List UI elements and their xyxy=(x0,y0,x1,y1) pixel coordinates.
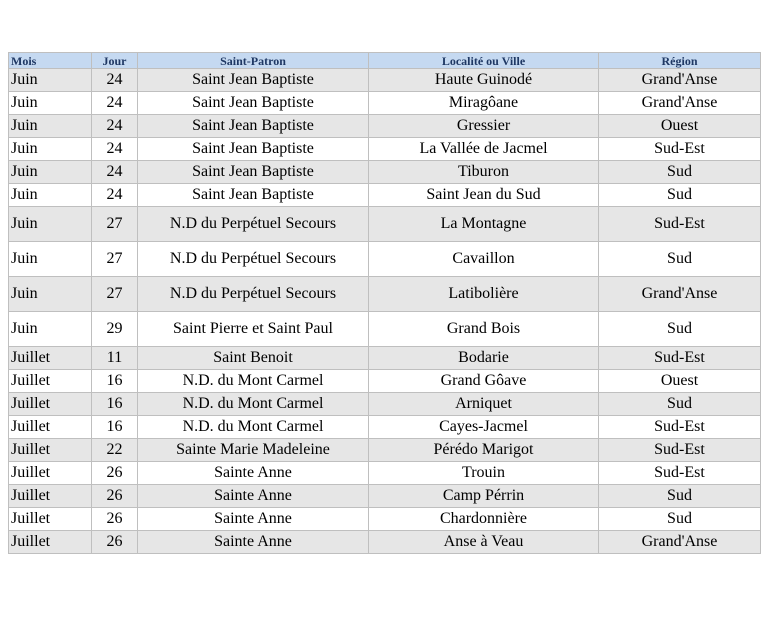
cell-saint-patron: Sainte Anne xyxy=(138,531,369,554)
cell-region: Ouest xyxy=(599,370,761,393)
table-row xyxy=(9,312,761,347)
cell-jour: 16 xyxy=(92,393,138,416)
cell-region: Ouest xyxy=(599,115,761,138)
cell-region: Grand'Anse xyxy=(599,531,761,554)
cell-saint-patron: Saint Jean Baptiste xyxy=(138,69,369,92)
cell-mois: Juin xyxy=(9,312,92,347)
cell-saint-patron: Saint Benoit xyxy=(138,347,369,370)
cell-saint-patron: N.D. du Mont Carmel xyxy=(138,370,369,393)
cell-mois: Juillet xyxy=(9,531,92,554)
table-row xyxy=(9,485,761,508)
table-row xyxy=(9,347,761,370)
cell-localite: Chardonnière xyxy=(369,508,599,531)
cell-region: Sud-Est xyxy=(599,462,761,485)
cell-saint-patron: N.D. du Mont Carmel xyxy=(138,393,369,416)
cell-region: Sud xyxy=(599,393,761,416)
cell-jour: 26 xyxy=(92,462,138,485)
cell-saint-patron: Sainte Anne xyxy=(138,508,369,531)
cell-region: Grand'Anse xyxy=(599,92,761,115)
patron-saints-table xyxy=(8,52,761,554)
header-jour: Jour xyxy=(92,53,138,69)
table-row xyxy=(9,462,761,485)
cell-saint-patron: N.D du Perpétuel Secours xyxy=(138,242,369,277)
cell-localite: Cayes-Jacmel xyxy=(369,416,599,439)
header-region: Région xyxy=(599,53,761,69)
cell-localite: Miragôane xyxy=(369,92,599,115)
cell-region: Sud-Est xyxy=(599,138,761,161)
cell-mois: Juin xyxy=(9,138,92,161)
cell-jour: 24 xyxy=(92,138,138,161)
table-row xyxy=(9,416,761,439)
cell-region: Sud xyxy=(599,508,761,531)
cell-localite: Cavaillon xyxy=(369,242,599,277)
header-saint-patron: Saint-Patron xyxy=(138,53,369,69)
table-row xyxy=(9,184,761,207)
cell-saint-patron: Sainte Anne xyxy=(138,485,369,508)
table-row xyxy=(9,393,761,416)
cell-mois: Juin xyxy=(9,115,92,138)
cell-region: Sud xyxy=(599,161,761,184)
table-row xyxy=(9,531,761,554)
cell-localite: Arniquet xyxy=(369,393,599,416)
cell-jour: 22 xyxy=(92,439,138,462)
cell-region: Sud-Est xyxy=(599,416,761,439)
cell-localite: Tiburon xyxy=(369,161,599,184)
table-row xyxy=(9,508,761,531)
cell-saint-patron: Saint Jean Baptiste xyxy=(138,92,369,115)
cell-region: Sud-Est xyxy=(599,207,761,242)
cell-region: Sud xyxy=(599,242,761,277)
cell-mois: Juillet xyxy=(9,416,92,439)
table-row xyxy=(9,161,761,184)
cell-localite: Bodarie xyxy=(369,347,599,370)
cell-mois: Juin xyxy=(9,92,92,115)
cell-localite: Latibolière xyxy=(369,277,599,312)
cell-localite: Anse à Veau xyxy=(369,531,599,554)
table-header-row xyxy=(9,53,761,69)
cell-mois: Juin xyxy=(9,277,92,312)
cell-localite: Trouin xyxy=(369,462,599,485)
cell-jour: 27 xyxy=(92,207,138,242)
cell-region: Grand'Anse xyxy=(599,69,761,92)
header-mois: Mois xyxy=(9,53,92,69)
cell-localite: Grand Gôave xyxy=(369,370,599,393)
cell-mois: Juin xyxy=(9,69,92,92)
cell-saint-patron: Saint Jean Baptiste xyxy=(138,115,369,138)
cell-jour: 16 xyxy=(92,370,138,393)
table-row xyxy=(9,277,761,312)
cell-region: Grand'Anse xyxy=(599,277,761,312)
cell-saint-patron: N.D. du Mont Carmel xyxy=(138,416,369,439)
cell-jour: 16 xyxy=(92,416,138,439)
cell-jour: 27 xyxy=(92,242,138,277)
cell-mois: Juillet xyxy=(9,508,92,531)
cell-localite: La Vallée de Jacmel xyxy=(369,138,599,161)
table-row xyxy=(9,69,761,92)
cell-saint-patron: Saint Pierre et Saint Paul xyxy=(138,312,369,347)
table-row xyxy=(9,115,761,138)
cell-region: Sud-Est xyxy=(599,439,761,462)
cell-jour: 24 xyxy=(92,92,138,115)
cell-region: Sud xyxy=(599,485,761,508)
cell-mois: Juin xyxy=(9,184,92,207)
cell-jour: 24 xyxy=(92,161,138,184)
table-row xyxy=(9,370,761,393)
cell-mois: Juillet xyxy=(9,485,92,508)
cell-jour: 26 xyxy=(92,485,138,508)
cell-localite: Saint Jean du Sud xyxy=(369,184,599,207)
cell-mois: Juillet xyxy=(9,439,92,462)
cell-localite: La Montagne xyxy=(369,207,599,242)
cell-saint-patron: Saint Jean Baptiste xyxy=(138,138,369,161)
cell-jour: 27 xyxy=(92,277,138,312)
cell-mois: Juillet xyxy=(9,393,92,416)
table-row xyxy=(9,138,761,161)
cell-region: Sud-Est xyxy=(599,347,761,370)
cell-jour: 24 xyxy=(92,115,138,138)
cell-region: Sud xyxy=(599,184,761,207)
cell-localite: Haute Guinodé xyxy=(369,69,599,92)
cell-jour: 29 xyxy=(92,312,138,347)
cell-mois: Juillet xyxy=(9,347,92,370)
cell-saint-patron: Saint Jean Baptiste xyxy=(138,161,369,184)
table-row xyxy=(9,207,761,242)
cell-region: Sud xyxy=(599,312,761,347)
cell-localite: Camp Pérrin xyxy=(369,485,599,508)
cell-saint-patron: N.D du Perpétuel Secours xyxy=(138,207,369,242)
table-row xyxy=(9,242,761,277)
cell-jour: 24 xyxy=(92,69,138,92)
cell-jour: 26 xyxy=(92,531,138,554)
cell-mois: Juin xyxy=(9,161,92,184)
cell-jour: 26 xyxy=(92,508,138,531)
header-localite: Localité ou Ville xyxy=(369,53,599,69)
cell-saint-patron: Sainte Anne xyxy=(138,462,369,485)
cell-jour: 24 xyxy=(92,184,138,207)
table-row xyxy=(9,439,761,462)
table-row xyxy=(9,92,761,115)
cell-localite: Grand Bois xyxy=(369,312,599,347)
cell-mois: Juin xyxy=(9,207,92,242)
cell-jour: 11 xyxy=(92,347,138,370)
cell-saint-patron: Saint Jean Baptiste xyxy=(138,184,369,207)
cell-saint-patron: N.D du Perpétuel Secours xyxy=(138,277,369,312)
cell-mois: Juin xyxy=(9,242,92,277)
cell-mois: Juillet xyxy=(9,462,92,485)
cell-saint-patron: Sainte Marie Madeleine xyxy=(138,439,369,462)
cell-localite: Pérédo Marigot xyxy=(369,439,599,462)
cell-mois: Juillet xyxy=(9,370,92,393)
cell-localite: Gressier xyxy=(369,115,599,138)
